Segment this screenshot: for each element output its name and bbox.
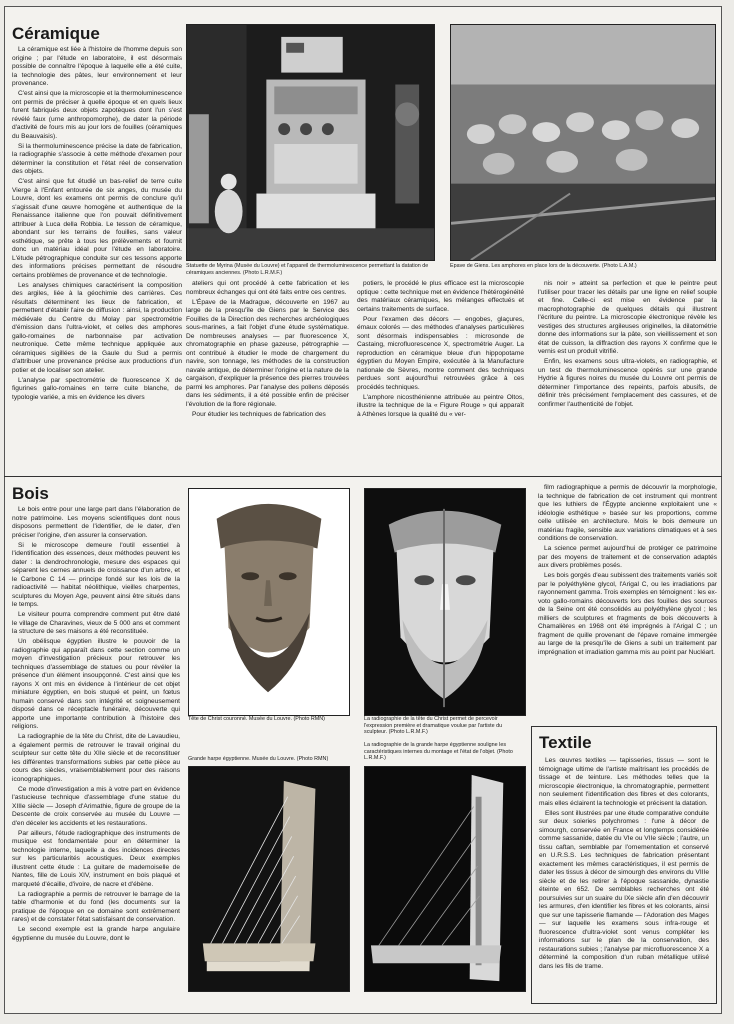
section-divider: [4, 476, 722, 477]
paragraph: La radiographie de la tête du Christ, dite de Lavaudieu, a également permis de retrouver le travail original du sculpteur sur cette tête du XIIe siècle et de reconstituer les différentes transformations subies par cette pièce au cours des siècles, vraisemblablement pour des raisons iconographiques.: [12, 733, 180, 783]
paragraph: L'analyse par spectrométrie de fluorescence X de figurines gallo-romaines en terre cuite blanche, de typologie variée, a mis en évidence les divers: [12, 376, 182, 401]
paragraph: Les œuvres textiles — tapisseries, tissus — sont le témoignage ultime de l'artiste maîtrisant les procédés de tissage et de teinture. Les méthodes telles que la microscopie électronique, la chromatographie, permettent non seulement l'identification des fibres et des colorants, mais elles éclairent la technologie et précisent la datation.: [539, 757, 709, 807]
section-title-ceramique: Céramique: [12, 24, 100, 43]
caption-harp: Grande harpe égyptienne. Musée du Louvre. (Photo RMN): [188, 756, 329, 762]
ceramique-column-3: [357, 280, 524, 472]
paragraph: Si la thermoluminescence précise la date de fabrication, la radiographie s'associe à cette méthode d'examen pour déterminer la constitution et l'état réel de conservation des objets.: [12, 142, 182, 175]
bois-column-4: [538, 484, 717, 720]
paragraph: L'amphore nicosthénienne attribuée au peintre Oltos, illustre la technique de la « Figure Rouge » qui apparaît à Athènes lorsque la qualité du « ver-: [357, 393, 524, 418]
ceramique-column-1: [12, 46, 182, 472]
caption-harp-xray: La radiographie de la grande harpe égyptienne souligne les caractéristiques internes du montage et l'état de l'objet. (Photo L.R.M.F.): [364, 742, 513, 762]
photo-christ-head: [188, 488, 350, 716]
paragraph: nis noir » atteint sa perfection et que le peintre peut l'utiliser pour tracer les détails par une ligne en relief souple et fine. Celle-ci est mise en évidence par la macrophotographie de quelques détails qui illustrent l'écriture du peintre. La microscopie électronique révèle les vestiges des structures argileuses originelles, la dilatométrie donne des informations sur la pâte, son vieillissement et son état de cuisson, la diffraction des rayons X confirme que le vernis est un produit vitrifié.: [538, 280, 717, 355]
section-title-bois: Bois: [12, 484, 49, 503]
caption-christ-head-xray: La radiographie de la tête du Christ permet de percevoir l'expression première et dramatique voulue par l'artiste du sculpteur. (Photo L.R.M.F.): [364, 716, 503, 736]
paragraph: Le second exemple est la grande harpe angulaire égyptienne du musée du Louvre, dont le: [12, 926, 180, 942]
paragraph: ateliers qui ont procédé à cette fabrication et les nombreux échanges qui ont été faits entre ces centres.: [186, 280, 349, 296]
textile-body: [539, 757, 709, 999]
paragraph: Pour étudier les techniques de fabrication des: [192, 410, 326, 418]
paragraph: Par ailleurs, l'étude radiographique des instruments de musique est fondamentale pour en déterminer la technologie interne, laquelle a des incidences directes sur les particularités acoustiques. Deux exemples illustrent cette étude : La guitare de mademoiselle de Nantes, fille de Louis XIV, instrument en bois plaqué et marqueté d'écaille, d'ivoire, de nacre et d'ébène.: [12, 829, 180, 888]
photo-thermoluminescence-lab: [186, 24, 435, 261]
paragraph: potiers, le procédé le plus efficace est la microscopie optique : cette technique met en évidence l'hétérogénéité des matériaux céramiques, les mélanges effectués et certains traitements de surface.: [357, 280, 524, 313]
caption-lab: Statuette de Myrina (Musée du Louvre) et l'appareil de thermoluminescence permettant la datation de céramiques anciennes. (Photo L.R.M.F.): [186, 263, 429, 276]
paragraph: C'est ainsi que la microscopie et la thermoluminescence ont permis de préciser à quelle époque et en quels lieux furent fabriqués deux objets zapotèques dont l'un s'est révélé faux (urne anthropomorphe), de dater la période d'activité de fours mis au jour lors de fouilles (céramiques du Beauvaisis).: [12, 90, 182, 140]
paragraph: La science permet aujourd'hui de protéger ce patrimoine par des moyens de traitement et de conservation adaptés aux divers problèmes posés.: [538, 545, 717, 569]
paragraph: Enfin, les examens sous ultra-violets, en radiographie, et un test de thermoluminescence opérés sur une grande Hydrie à figures noires du musée du Louvre ont permis de déterminer l'importance des repeints, parfois abusifs, de définir très précisément l'emplacement des cassures, et de confirmer l'authenticité de l'objet.: [538, 358, 717, 408]
photo-giens-wreck: [450, 24, 716, 261]
paragraph: La céramique est liée à l'histoire de l'homme depuis son origine ; par l'étude en laboratoire, il est désormais possible de connaître l'époque à laquelle elle a été cuite, la technologie des pâtes, leur environnement et leur provenance.: [12, 46, 182, 87]
textile-box: [531, 726, 717, 1004]
ceramique-column-2: [186, 280, 349, 472]
photo-christ-head-xray: [364, 488, 526, 716]
paragraph: Ce mode d'investigation a mis à votre part en évidence l'astucieuse technique d'assemblage d'une statue du XIIIe siècle — Joseph d'Arimathie, figure de groupe de la Descente de croix conservée au musée du Louvre — d'en déceler les accidents et les restaurations.: [12, 785, 180, 827]
paragraph: Les bois gorgés d'eau subissent des traitements variés soit par le polyéthylène glycol, l'Arigal C, ou les irradiations par rayonnement gamma. Trois exemples en témoignent : les ex-voto gallo-romains découverts lors des fouilles des sources de la Seine ont été consolidés au polyéthylène glycol ; les milliers de sculptures et fragments de bois découverts à Chamalières en 1968 ont été imprégnés à l'Arigal C ; un fragment de quille provenant de l'épave romaine immergée au large de la presqu'île de Giens a subi un traitement par imprégnation et irradiation gamma mis au point par Nucléart.: [538, 572, 717, 656]
ceramique-column-4: [538, 280, 717, 472]
paragraph: film radiographique a permis de découvrir la morphologie, la technique de fabrication de cet instrument qui montrent que les luthiers de l'Égypte ancienne exploitaient une « idéologie esthétique » basée sur les proportions, comme celle utilisée en architecture. Mois le bois demeure un matériau fragile, sensible aux variations climatiques et à ses conditions de conservation.: [538, 484, 717, 542]
caption-wreck: Épave de Giens. Les amphores en place lors de la découverte. (Photo L.A.M.): [450, 263, 637, 269]
paragraph: La radiographie a permis de retrouver le barrage de la table d'harmonie et du fond (les documents sur la pratique de l'époque en ce domaine sont extrêmement rares) et de constater l'état satisfaisant de conservation.: [12, 890, 180, 923]
paragraph: Le bois entre pour une large part dans l'élaboration de notre patrimoine. Les moyens scientifiques dont nous disposons permettent de l'identifier, de le dater, d'en préciser l'origine, d'en assurer la conservation.: [12, 506, 180, 539]
photo-egyptian-harp-xray: [364, 766, 526, 992]
paragraph: Pour l'examen des décors — engobes, glaçures, émaux colorés — des méthodes d'analyses particulières sont désormais indispensables : microsonde de Castaing, microfluorescence X, spectrométrie Auger. La reproduction en céramique bleue d'un hippopotame égyptien du Moyen Empire, exécutée à la Manufacture nationale de Sèvres, montre comment des techniques perdues sont aujourd'hui retrouvées grâce à ces procédés techniques.: [357, 315, 524, 391]
paragraph: C'est ainsi que fut étudié un bas-relief de terre cuite Vierge à l'Enfant entourée de six anges, du musée du Louvre, dont les examens ont permis de conclure qu'il s'agissait d'une œuvre homogène et authentique de la Renaissance italienne que l'on pouvait définitivement attribuer à Luca della Robbia. Le tesson de céramique, abondant sur les terrains de fouilles, sans valeur esthétique, se prête à tous les prélèvements et fournit donc un matériau idéal pour l'étude en laboratoire. L'étude pétrographique conduite sur ces tessons apporte des informations précises permettant de résoudre certains problèmes de provenance et de technologie.: [12, 178, 182, 279]
paragraph: Si le microscope demeure l'outil essentiel à l'identification des essences, deux méthodes peuvent les dater : la dendrochronologie, mesure des espaces qui séparent les cernes annuels de croissance d'un arbre, et le Carbone C 14 — principe fondé sur les lois de la radioactivité — habitat néolithique, vieilles charpentes, sculptures du Moyen Age, peuvent ainsi être situés dans le temps.: [12, 541, 180, 608]
paragraph: L'Épave de la Madrague, découverte en 1967 au large de la presqu'île de Giens par le Service des Fouilles de la Direction des recherches archéologiques sous-marines, a fait l'objet d'une étude systématique. De nombreuses analyses — par fluorescence X, chromatographie en phase gazeuse, pétrographie — ont contribué à étudier le mode de chargement du navire, son tonnage, les méthodes de la construction navale antique, de déterminer l'origine et la nature de la cargaison, d'expliquer la présence des pierres trouvées parmi les amphores. Par l'analyse des pollens déposés dans les sédiments, il a été possible enfin de préciser l'évolution de la flore régionale.: [186, 298, 349, 408]
caption-christ-head: Tête de Christ couronné. Musée du Louvre. (Photo RMN): [188, 716, 325, 722]
bois-column-1: [12, 506, 180, 1006]
paragraph: Elles sont illustrées par une étude comparative conduite sur deux soieries polychromes : l'une à décor de simourgh, conservée en France et longtemps considérée comme sassanide, datée du VIe ou VIIe siècle ; l'autre, un tissu caftan, semblable par l'ornementation et conservé en U.R.S.S. Les techniques de fabrication présentant exactement les mêmes caractéristiques, il est permis de dater les tissus à décor de simourgh des environs du VIIIe siècle et de les retirer à l'époque sassanide, dynastie éteinte en 652. De semblables recherches ont été poursuivies sur un suaire du IXe siècle afin d'en découvrir les armures, d'en identifier les fibres et les colorants, ainsi que sur une tapisserie flamande — l'Adoration des Mages — sur laquelle les examens sous infra-rouge et fluorescence d'ultra-violet sont venus compléter les informations sur le plan de la conservation, des restaurations subies ; l'analyse par microfluorescence X a déterminé la composition d'un ruban métallique utilisé dans les fils de trame.: [539, 809, 709, 970]
paragraph: Les analyses chimiques caractérisent la composition des argiles, liée à la géochimie des carrières. Ces résultats déterminent les lieux de fabrication, et permettent d'établir l'aire de diffusion : ainsi, la production médiévale du Centre du Molay par spectrométrie d'émission dans l'ultra-violet, et celles des amphores gallo-romaines de narbonnaise par activation neutronique. Cette même technique appliquée aux céramiques sigillées de la Gaule du Sud a permis d'attribuer une provenance précise aux productions d'un potier et de localiser son atelier.: [12, 281, 182, 374]
section-title-textile: Textile: [539, 733, 592, 752]
photo-egyptian-harp: [188, 766, 350, 992]
paragraph: Le visiteur pourra comprendre comment put être daté le village de Charavines, vieux de 5 000 ans et comment la structure de ses maisons a été reconstituée.: [12, 611, 180, 635]
paragraph: Un obélisque égyptien illustre le pouvoir de la radiographie qui apparaît dans cette section comme un moyen d'investigation précieux pour retrouver les techniques d'assemblage de statues ou pour révéler la présence d'un élément insoupçonné. C'est ainsi que les rayons X ont mis en évidence à l'intérieur de cet objet miniature égyptien, en bois stuqué et peint, un fœtus humain conservé dans son intégrité et soigneusement disposé dans ce réceptacle funéraire, découverte qui apporte une importante contribution à l'histoire des religions.: [12, 638, 180, 730]
